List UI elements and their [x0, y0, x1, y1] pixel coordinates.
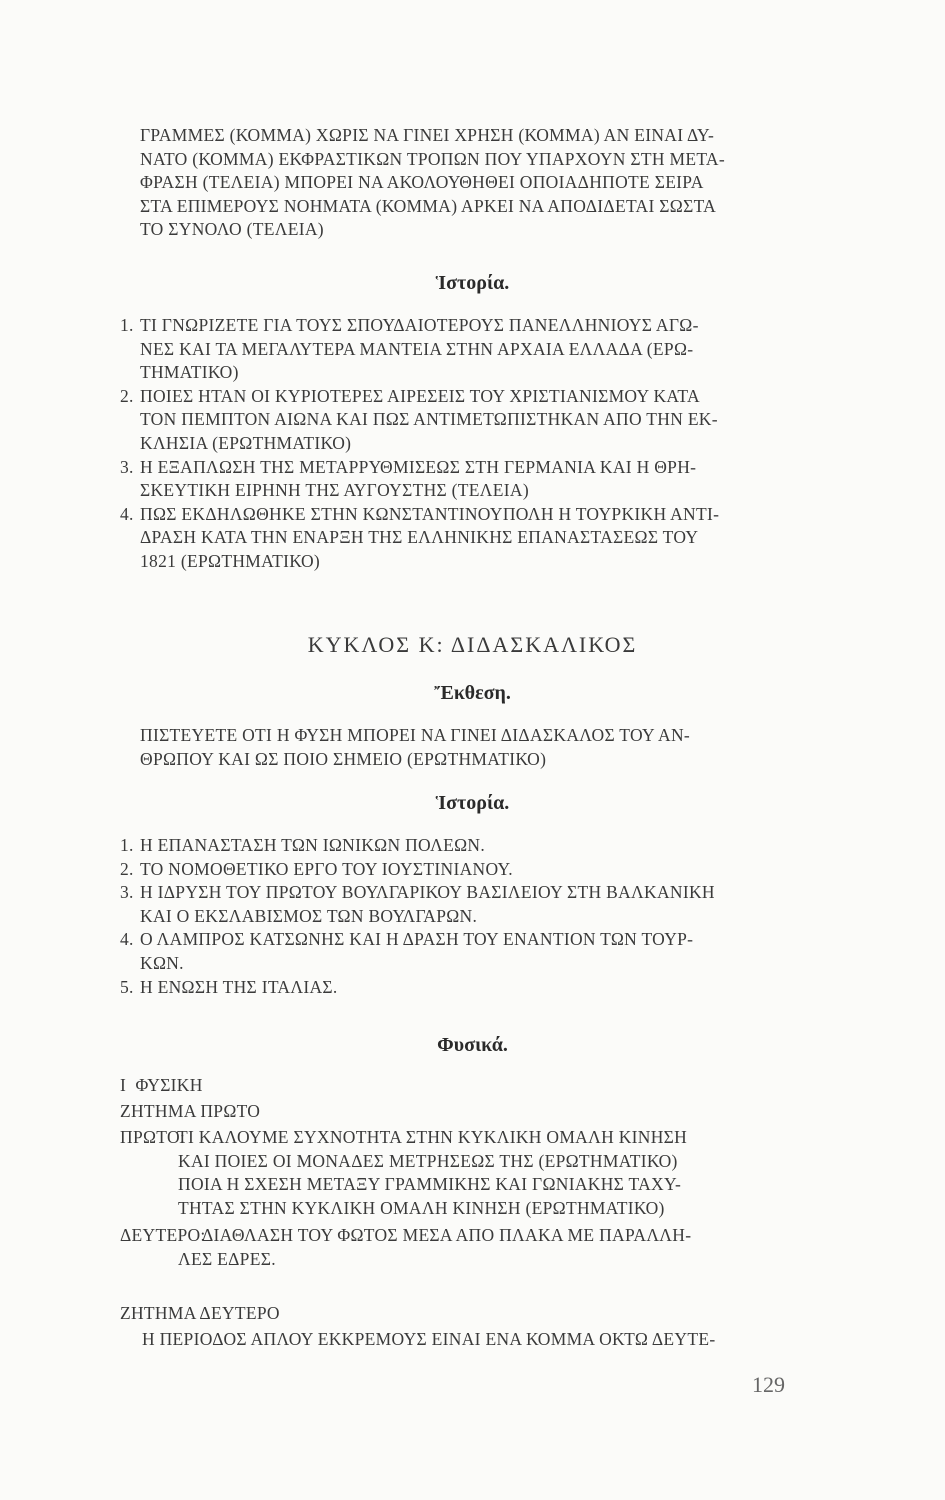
topic-label-1: ΖΗΤΗΜΑ ΠΡΩΤΟ [120, 1101, 261, 1121]
item-number: 3. [120, 456, 134, 477]
history-list-2 [120, 834, 810, 999]
question-label: ΠΡΩΤΟ: [120, 1127, 186, 1147]
physics-heading: Φυσικά. [437, 1034, 508, 1056]
question-line: ΤΗΤΑΣ ΣΤΗΝ ΚΥΚΛΙΚΗ ΟΜΑΛΗ ΚΙΝΗΣΗ (ΕΡΩΤΗΜΑΤΙΚΟ) [178, 1197, 665, 1218]
essay-line: ΘΡΩΠΟΥ ΚΑΙ ΩΣ ΠΟΙΟ ΣΗΜΕΙΟ (ΕΡΩΤΗΜΑΤΙΚΟ) [140, 748, 547, 769]
list-item [120, 456, 810, 503]
history-list-1 [120, 314, 810, 574]
intro-line: ΣΤΑ ΕΠΙΜΕΡΟΥΣ ΝΟΗΜΑΤΑ (ΚΟΜΜΑ) ΑΡΚΕΙ ΝΑ ΑΠΟΔΙΔΕΤΑΙ ΣΩΣΤΑ [140, 195, 717, 216]
item-line: Η ΙΔΡΥΣΗ ΤΟΥ ΠΡΩΤΟΥ ΒΟΥΛΓΑΡΙΚΟΥ ΒΑΣΙΛΕΙΟΥ ΣΤΗ ΒΑΛΚΑΝΙΚΗ [140, 882, 715, 903]
intro-line: ΝΑΤΟ (ΚΟΜΜΑ) ΕΚΦΡΑΣΤΙΚΩΝ ΤΡΟΠΩΝ ΠΟΥ ΥΠΑΡΧΟΥΝ ΣΤΗ ΜΕΤΑ- [140, 148, 725, 169]
item-line: Η ΕΠΑΝΑΣΤΑΣΗ ΤΩΝ ΙΩΝΙΚΩΝ ΠΟΛΕΩΝ. [140, 835, 486, 855]
item-line: Ο ΛΑΜΠΡΟΣ ΚΑΤΣΩΝΗΣ ΚΑΙ Η ΔΡΑΣΗ ΤΟΥ ΕΝΑΝΤΙΟΝ ΤΩΝ ΤΟΥΡ- [140, 929, 694, 950]
item-line: ΠΩΣ ΕΚΔΗΛΩΘΗΚΕ ΣΤΗΝ ΚΩΝΣΤΑΝΤΙΝΟΥΠΟΛΗ Η ΤΟΥΡΚΙΚΗ ΑΝΤΙ- [140, 503, 720, 524]
essay-line: ΠΙΣΤΕΥΕΤΕ ΟΤΙ Η ΦΥΣΗ ΜΠΟΡΕΙ ΝΑ ΓΙΝΕΙ ΔΙΔΑΣΚΑΛΟΣ ΤΟΥ ΑΝ- [140, 725, 691, 745]
item-line: Η ΕΞΑΠΛΩΣΗ ΤΗΣ ΜΕΤΑΡΡΥΘΜΙΣΕΩΣ ΣΤΗ ΓΕΡΜΑΝΙΑ ΚΑΙ Η ΘΡΗ- [140, 456, 697, 477]
item-number: 4. [120, 929, 134, 950]
list-item [120, 385, 810, 456]
intro-line: ΦΡΑΣΗ (ΤΕΛΕΙΑ) ΜΠΟΡΕΙ ΝΑ ΑΚΟΛΟΥΘΗΘΕΙ ΟΠΟΙΑΔΗΠΟΤΕ ΣΕΙΡΑ [140, 172, 704, 193]
item-number: 1. [120, 315, 134, 335]
item-line: 1821 (ΕΡΩΤΗΜΑΤΙΚΟ) [140, 550, 321, 571]
list-item [120, 881, 810, 928]
essay-heading: Ἔκθεση. [434, 682, 511, 704]
list-item [120, 314, 810, 385]
question-line: ΛΕΣ ΕΔΡΕΣ. [178, 1248, 276, 1269]
item-number: 5. [120, 976, 134, 997]
list-item [120, 503, 810, 574]
physics-section-label: Ι ΦΥΣΙΚΗ [120, 1075, 203, 1095]
item-line: ΚΑΙ Ο ΕΚΣΛΑΒΙΣΜΟΣ ΤΩΝ ΒΟΥΛΓΑΡΩΝ. [140, 905, 478, 926]
list-item [120, 928, 810, 975]
question-line: ΔΙΑΘΛΑΣΗ ΤΟΥ ΦΩΤΟΣ ΜΕΣΑ ΑΠΟ ΠΛΑΚΑ ΜΕ ΠΑΡΑΛΛΗ- [202, 1225, 692, 1245]
question-line: ΤΙ ΚΑΛΟΥΜΕ ΣΥΧΝΟΤΗΤΑ ΣΤΗΝ ΚΥΚΛΙΚΗ ΟΜΑΛΗ ΚΙΝΗΣΗ [177, 1127, 688, 1147]
item-line: ΣΚΕΥΤΙΚΗ ΕΙΡΗΝΗ ΤΗΣ ΑΥΓΟΥΣΤΗΣ (ΤΕΛΕΙΑ) [140, 480, 529, 501]
intro-line: ΤΟ ΣΥΝΟΛΟ (ΤΕΛΕΙΑ) [140, 219, 324, 240]
item-number: 1. [120, 835, 134, 855]
topic-label-2: ΖΗΤΗΜΑ ΔΕΥΤΕΡΟ [120, 1303, 280, 1323]
item-line: ΔΡΑΣΗ ΚΑΤΑ ΤΗΝ ΕΝΑΡΞΗ ΤΗΣ ΕΛΛΗΝΙΚΗΣ ΕΠΑΝΑΣΤΑΣΕΩΣ ΤΟΥ [140, 527, 699, 548]
question-2 [120, 1224, 810, 1271]
question-label: ΔΕΥΤΕΡΟ: [120, 1225, 206, 1245]
item-line: ΚΛΗΣΙΑ (ΕΡΩΤΗΜΑΤΙΚΟ) [140, 432, 352, 453]
history-heading-1: Ἱστορία. [435, 272, 510, 294]
list-item [120, 834, 810, 858]
intro-line: ΓΡΑΜΜΕΣ (ΚΟΜΜΑ) ΧΩΡΙΣ ΝΑ ΓΙΝΕΙ ΧΡΗΣΗ (ΚΟΜΜΑ) ΑΝ ΕΙΝΑΙ ΔΥ- [140, 125, 715, 145]
item-line: ΠΟΙΕΣ ΗΤΑΝ ΟΙ ΚΥΡΙΟΤΕΡΕΣ ΑΙΡΕΣΕΙΣ ΤΟΥ ΧΡΙΣΤΙΑΝΙΣΜΟΥ ΚΑΤΑ [140, 385, 700, 406]
cycle-title: ΚΥΚΛΟΣ Κ: ΔΙΔΑΣΚΑΛΙΚΟΣ [307, 632, 638, 657]
item-line: ΤΟΝ ΠΕΜΠΤΟΝ ΑΙΩΝΑ ΚΑΙ ΠΩΣ ΑΝΤΙΜΕΤΩΠΙΣΤΗΚΑΝ ΑΠΟ ΤΗΝ ΕΚ- [140, 409, 718, 430]
history-heading-2: Ἱστορία. [435, 792, 510, 814]
item-line: ΤΙ ΓΝΩΡΙΖΕΤΕ ΓΙΑ ΤΟΥΣ ΣΠΟΥΔΑΙΟΤΕΡΟΥΣ ΠΑΝΕΛΛΗΝΙΟΥΣ ΑΓΩ- [140, 315, 699, 335]
list-item [120, 976, 810, 1000]
topic-2-line: Η ΠΕΡΙΟΔΟΣ ΑΠΛΟΥ ΕΚΚΡΕΜΟΥΣ ΕΙΝΑΙ ΕΝΑ ΚΟΜΜΑ ΟΚΤΩ ΔΕΥΤΕ- [142, 1329, 716, 1349]
intro-paragraph [140, 124, 808, 242]
item-line: Η ΕΝΩΣΗ ΤΗΣ ΙΤΑΛΙΑΣ. [140, 976, 338, 997]
item-number: 4. [120, 503, 134, 524]
item-number: 2. [120, 385, 134, 406]
essay-paragraph [140, 724, 808, 771]
item-number: 2. [120, 858, 134, 879]
item-line: ΤΗΜΑΤΙΚΟ) [140, 362, 239, 383]
item-line: ΤΟ ΝΟΜΟΘΕΤΙΚΟ ΕΡΓΟ ΤΟΥ ΙΟΥΣΤΙΝΙΑΝΟΥ. [140, 858, 513, 879]
item-line: ΚΩΝ. [140, 952, 184, 973]
item-line: ΝΕΣ ΚΑΙ ΤΑ ΜΕΓΑΛΥΤΕΡΑ ΜΑΝΤΕΙΑ ΣΤΗΝ ΑΡΧΑΙΑ ΕΛΛΑΔΑ (ΕΡΩ- [140, 338, 694, 359]
list-item [120, 858, 810, 882]
question-line: ΚΑΙ ΠΟΙΕΣ ΟΙ ΜΟΝΑΔΕΣ ΜΕΤΡΗΣΕΩΣ ΤΗΣ (ΕΡΩΤΗΜΑΤΙΚΟ) [178, 1150, 678, 1171]
question-line: ΠΟΙΑ Η ΣΧΕΣΗ ΜΕΤΑΞΥ ΓΡΑΜΜΙΚΗΣ ΚΑΙ ΓΩΝΙΑΚΗΣ ΤΑΧΥ- [178, 1174, 682, 1195]
question-1 [120, 1126, 810, 1220]
page-number: 129 [752, 1372, 785, 1397]
item-number: 3. [120, 882, 134, 903]
